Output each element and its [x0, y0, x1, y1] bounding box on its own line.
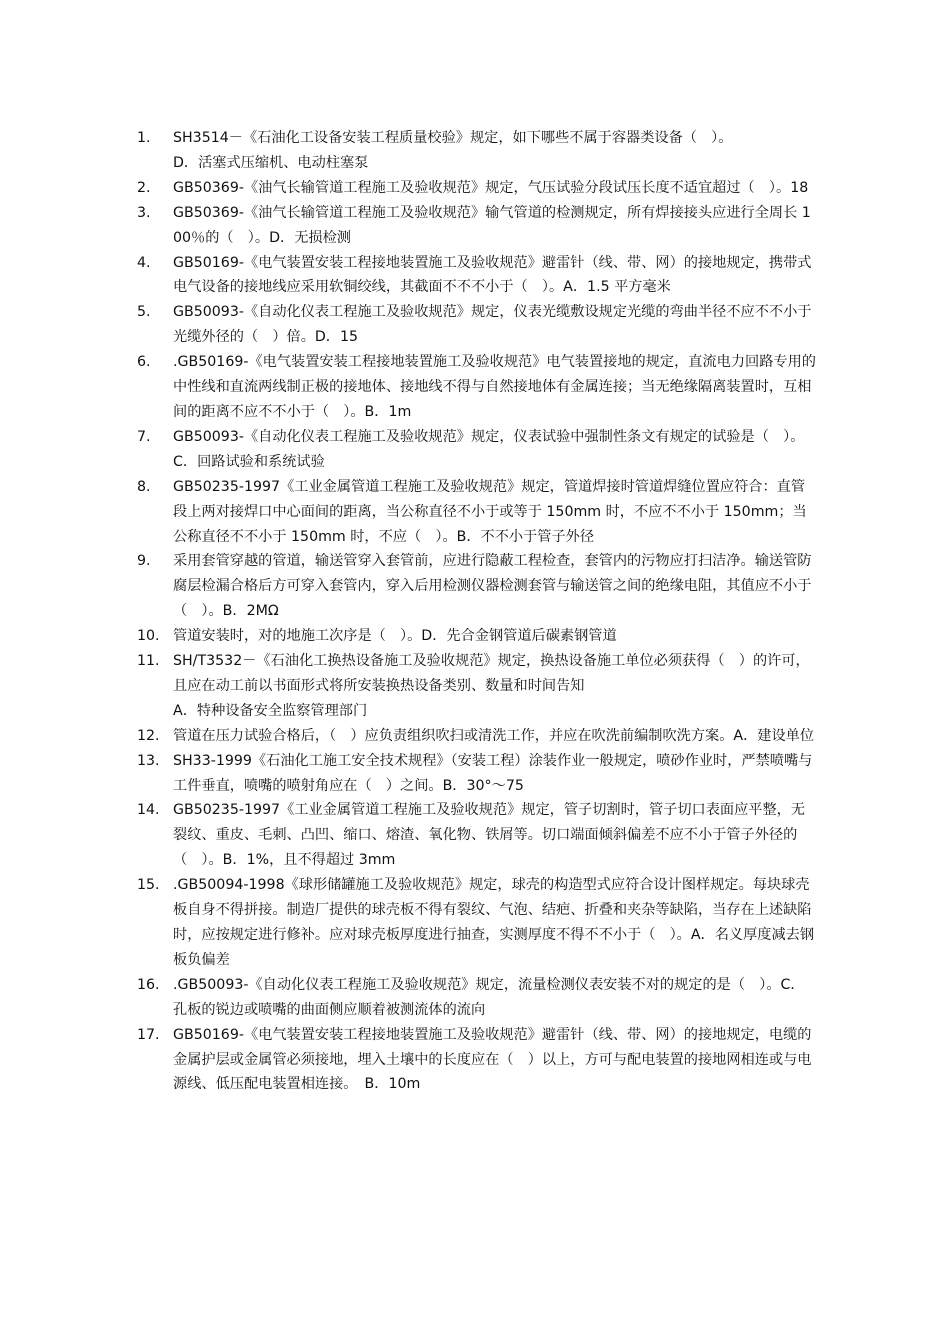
list-item [137, 126, 817, 176]
item-number: 12. [137, 727, 160, 744]
item-text: GB50169-《电气装置安装工程接地装置施工及验收规范》避雷针（线、带、网）的接地规定，携带式电气设备的接地线应采用软铜绞线，其截面不不不小于（ ）。A．1.5 平方毫米 [173, 254, 812, 296]
list-item [137, 649, 817, 724]
item-text: .GB50094-1998《球形储罐施工及验收规范》规定，球壳的构造型式应符合设计图样规定。每块球壳板自身不得拼接。制造厂提供的球壳板不得有裂纹、气泡、结疤、折叠和夹杂等缺陷，当存在上述缺陷时，应按规定进行修补。应对球壳板厚度进行抽查，实测厚度不得不不小于（ ）。A．名义厚度减去钢板负偏差 [173, 877, 815, 968]
list-item [137, 176, 817, 201]
list-item [137, 724, 817, 749]
item-text: .GB50093-《自动化仪表工程施工及验收规范》规定，流量检测仪表安装不对的规定的是（ ）。C．孔板的锐边或喷嘴的曲面侧应顺着被测流体的流向 [173, 976, 805, 1018]
item-number: 6. [137, 354, 151, 371]
item-number: 8. [137, 478, 151, 495]
item-number: 16. [137, 976, 160, 993]
item-number: 7. [137, 428, 151, 445]
item-text: GB50235-1997《工业金属管道工程施工及验收规范》规定，管道焊接时管道焊缝位置应符合：直管段上两对接焊口中心面间的距离，当公称直径不小于或等于 150mm 时，不应不不小于 150mm；当公称直径不不小于 150mm 时，不应（ ）。B．不不小于管子外径 [173, 478, 807, 545]
item-number: 10. [137, 628, 160, 645]
item-text: SH33-1999《石油化工施工安全技术规程》（安装工程）涂装作业一般规定，喷砂作业时，严禁喷嘴与工件垂直，喷嘴的喷射角应在（ ）之间。B．30°～75 [173, 752, 813, 794]
item-text: 采用套管穿越的管道，输送管穿入套管前，应进行隐蔽工程检查，套管内的污物应打扫洁净。输送管防腐层检漏合格后方可穿入套管内，穿入后用检测仪器检测套管与输送管之间的绝缘电阻，其值应不小于（ ）。B．2MΩ [173, 553, 812, 620]
list-item [137, 624, 817, 649]
item-number: 1. [137, 130, 151, 146]
list-item [137, 425, 817, 475]
item-number: 13. [137, 752, 160, 769]
item-number: 4. [137, 254, 151, 271]
item-text: SH3514－《石油化工设备安装工程质量校验》规定，如下哪些不属于容器类设备（ ）。 [173, 130, 733, 146]
list-item [137, 300, 817, 350]
item-text: SH/T3532－《石油化工换热设备施工及验收规范》规定，换热设备施工单位必须获得（ ）的许可，且应在动工前以书面形式将所安装换热设备类别、数量和时间告知 [173, 653, 810, 694]
list-item [137, 749, 817, 799]
item-text: GB50093-《自动化仪表工程施工及验收规范》规定，仪表试验中强制性条文有规定的试验是（ ）。C．回路试验和系统试验 [173, 428, 805, 470]
item-text: GB50169-《电气装置安装工程接地装置施工及验收规范》避雷针（线、带、网）的接地规定，电缆的金属护层或金属管必须接地，埋入土壤中的长度应在（ ）以上，方可与配电装置的接地网相连或与电源线、低压配电装置相连接。 B．10m [173, 1026, 812, 1093]
list-item [137, 1023, 817, 1098]
item-text: GB50369-《油气长输管道工程施工及验收规范》输气管道的检测规定，所有焊接接头应进行全周长 100％的（ ）。D．无损检测 [173, 204, 811, 246]
item-text: 管道在压力试验合格后，（ ）应负责组织吹扫或清洗工作，并应在吹洗前编制吹洗方案。A．建设单位 [173, 727, 815, 744]
item-answer: D．活塞式压缩机、电动柱塞泵 [173, 154, 369, 171]
item-number: 9. [137, 553, 151, 570]
item-number: 15. [137, 877, 160, 894]
item-number: 11. [137, 653, 160, 670]
list-item [137, 251, 817, 301]
item-answer: A．特种设备安全监察管理部门 [173, 702, 368, 719]
list-item [137, 873, 817, 973]
item-number: 14. [137, 802, 160, 819]
list-item [137, 973, 817, 1023]
list-item [137, 475, 817, 550]
item-number: 5. [137, 304, 151, 321]
item-text: .GB50169-《电气装置安装工程接地装置施工及验收规范》电气装置接地的规定，直流电力回路专用的中性线和直流两线制正极的接地体、接地线不得与自然接地体有金属连接；当无绝缘隔离装置时，互相间的距离不应不不小于（ ）。B．1m [173, 354, 816, 420]
list-item [137, 350, 817, 425]
list-item [137, 201, 817, 251]
item-number: 3. [137, 204, 151, 221]
list-item [137, 549, 817, 624]
item-text: GB50093-《自动化仪表工程施工及验收规范》规定，仪表光缆敷设规定光缆的弯曲半径不应不不小于光缆外径的（ ）倍。D．15 [173, 304, 812, 346]
item-number: 17. [137, 1026, 160, 1043]
item-number: 2. [137, 179, 151, 196]
list-item [137, 798, 817, 873]
item-text: GB50369-《油气长输管道工程施工及验收规范》规定，气压试验分段试压长度不适宜超过（ ）。18 [173, 179, 809, 196]
question-list [137, 126, 817, 1097]
item-text: 管道安装时，对的地施工次序是（ ）。D．先合金钢管道后碳素钢管道 [173, 628, 617, 645]
item-text: GB50235-1997《工业金属管道工程施工及验收规范》规定，管子切割时，管子切口表面应平整，无裂纹、重皮、毛刺、凸凹、缩口、熔渣、氧化物、铁屑等。切口端面倾斜偏差不应不小于管子外径的（ ）。B．1%，且不得超过 3mm [173, 802, 806, 869]
